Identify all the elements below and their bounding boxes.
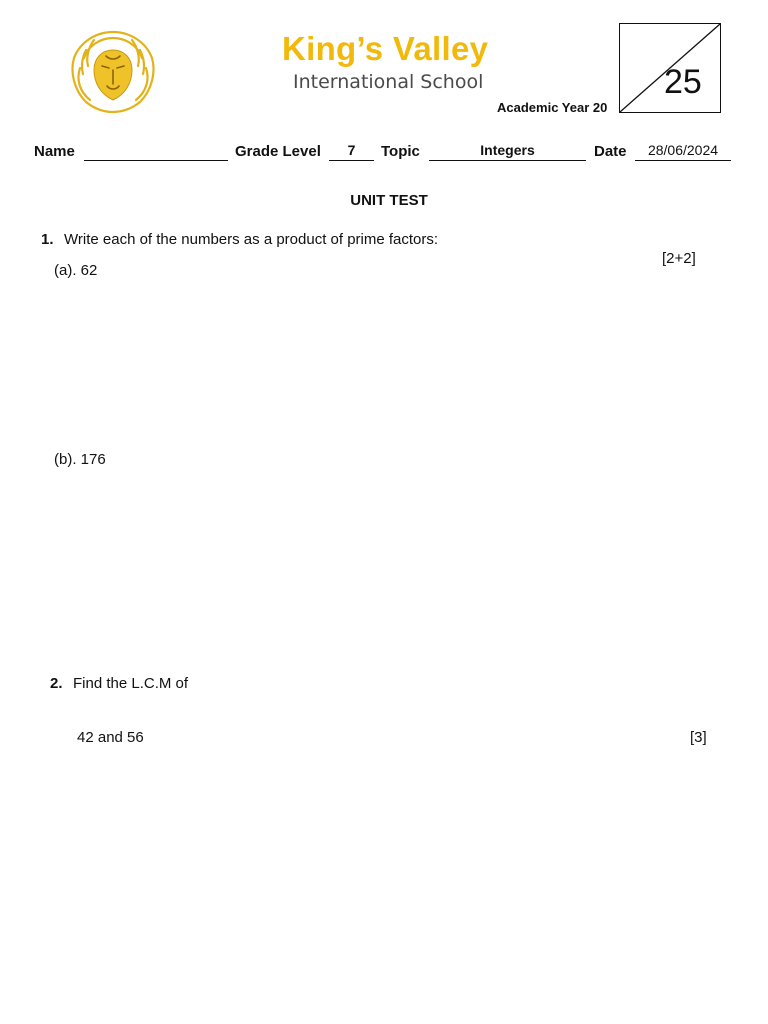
question-1-marks: [2+2] xyxy=(662,250,696,267)
date-label: Date xyxy=(594,143,627,160)
grade-level-label: Grade Level xyxy=(235,143,321,160)
school-name: King’s Valley xyxy=(282,30,489,67)
score-value: 25 xyxy=(664,63,702,101)
score-box xyxy=(619,23,721,113)
question-1b-label: (b). 176 xyxy=(54,451,106,468)
question-2-marks: [3] xyxy=(690,729,707,746)
school-subtitle: International School xyxy=(293,71,484,93)
grade-level-field[interactable]: 7 xyxy=(329,142,374,161)
question-1-number: 1. xyxy=(41,231,54,248)
topic-label: Topic xyxy=(381,143,420,160)
name-label: Name xyxy=(34,143,75,160)
question-2-text: Find the L.C.M of xyxy=(73,675,189,692)
test-title: UNIT TEST xyxy=(350,192,428,209)
question-1a-label: (a). 62 xyxy=(54,262,98,279)
question-2-number: 2. xyxy=(50,675,63,692)
academic-year: Academic Year 20 xyxy=(497,100,608,115)
question-1-text: Write each of the numbers as a product of prime factors: xyxy=(64,231,439,248)
question-2-detail: 42 and 56 xyxy=(77,729,144,746)
topic-field[interactable]: Integers xyxy=(429,142,586,161)
lion-logo-icon xyxy=(66,28,160,114)
date-field[interactable]: 28/06/2024 xyxy=(635,142,731,161)
name-field[interactable] xyxy=(84,142,228,161)
